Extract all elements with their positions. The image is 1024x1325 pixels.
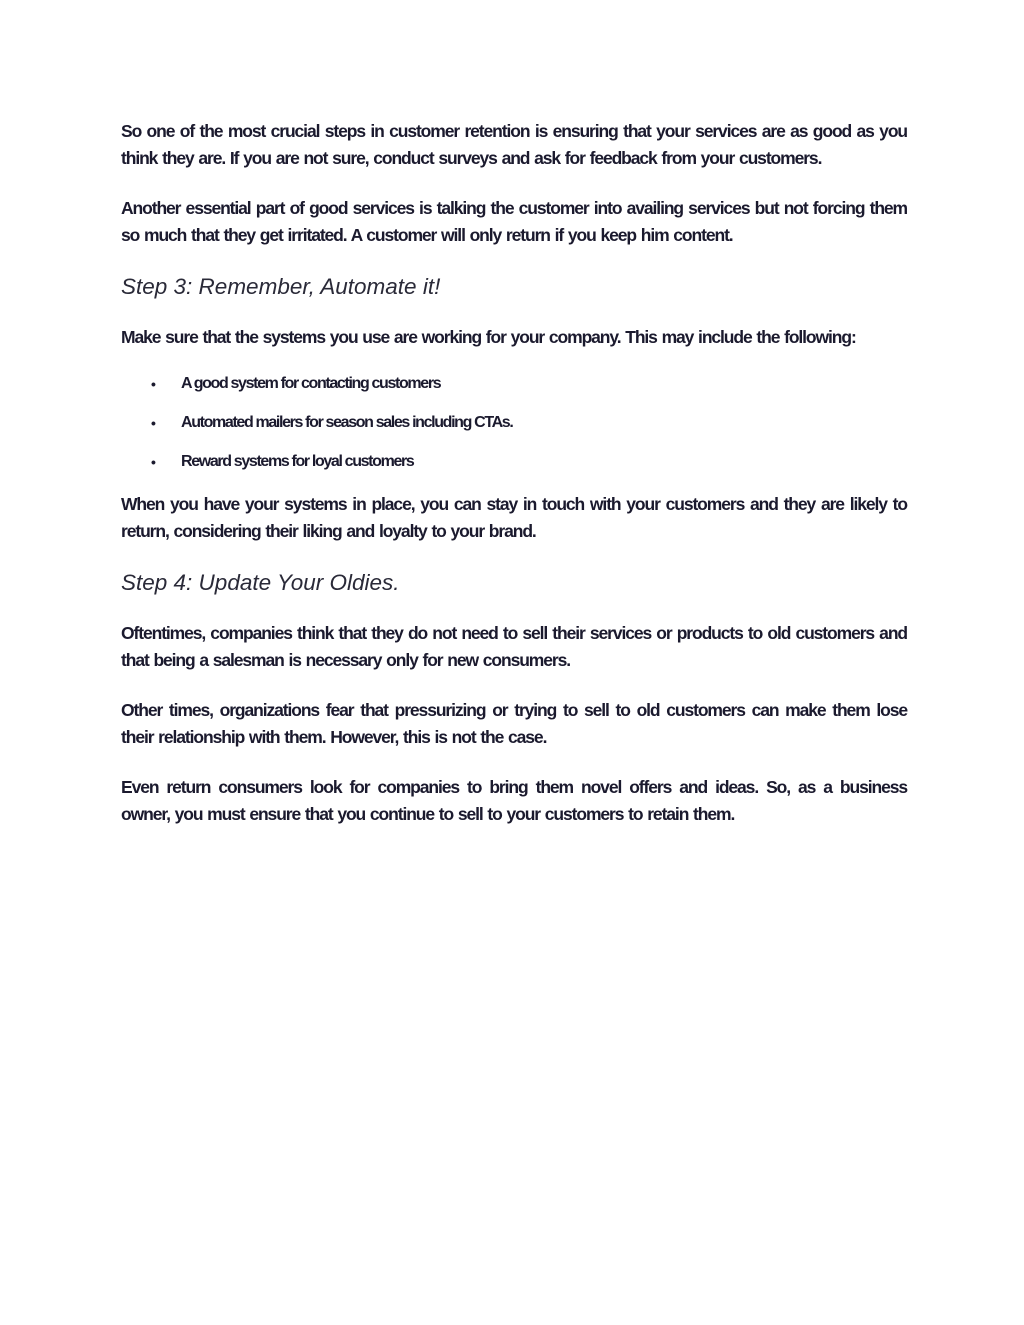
paragraph-other-times: Other times, organizations fear that pressurizing or trying to sell to old customers can make them lose their relationship with them. However, this is not the case. [121, 700, 907, 747]
list-item [121, 374, 907, 394]
list-item-text: Automated mailers for season sales including CTAs. [181, 414, 513, 431]
heading-step-3: Step 3: Remember, Automate it! [121, 274, 441, 299]
paragraph-systems-intro: Make sure that the systems you use are working for your company. This may include the following: [121, 327, 856, 347]
paragraph-good-services: Another essential part of good services is talking the customer into availing services but not forcing them so much that they get irritated. A customer will only return if you keep him content. [121, 198, 907, 245]
list-item [121, 413, 907, 433]
heading-step-4: Step 4: Update Your Oldies. [121, 570, 400, 595]
paragraph-oftentimes: Oftentimes, companies think that they do not need to sell their services or products to old customers and that being a salesman is necessary only for new consumers. [121, 623, 907, 670]
list-item-text: A good system for contacting customers [181, 375, 441, 392]
bullet-icon: • [151, 415, 156, 431]
bullet-icon: • [151, 454, 156, 470]
paragraph-service-quality: So one of the most crucial steps in customer retention is ensuring that your services are as good as you think they are. If you are not sure, conduct surveys and ask for feedback from your customers. [121, 121, 907, 168]
paragraph-systems-in-place: When you have your systems in place, you can stay in touch with your customers and they are likely to return, considering their liking and loyalty to your brand. [121, 494, 907, 541]
list-item-text: Reward systems for loyal customers [181, 453, 414, 470]
paragraph-return-consumers: Even return consumers look for companies to bring them novel offers and ideas. So, as a business owner, you must ensure that you continue to sell to your customers to retain them. [121, 777, 907, 824]
systems-bullet-list [121, 374, 907, 472]
document-page [121, 118, 907, 851]
bullet-icon: • [151, 376, 156, 392]
list-item [121, 452, 907, 472]
